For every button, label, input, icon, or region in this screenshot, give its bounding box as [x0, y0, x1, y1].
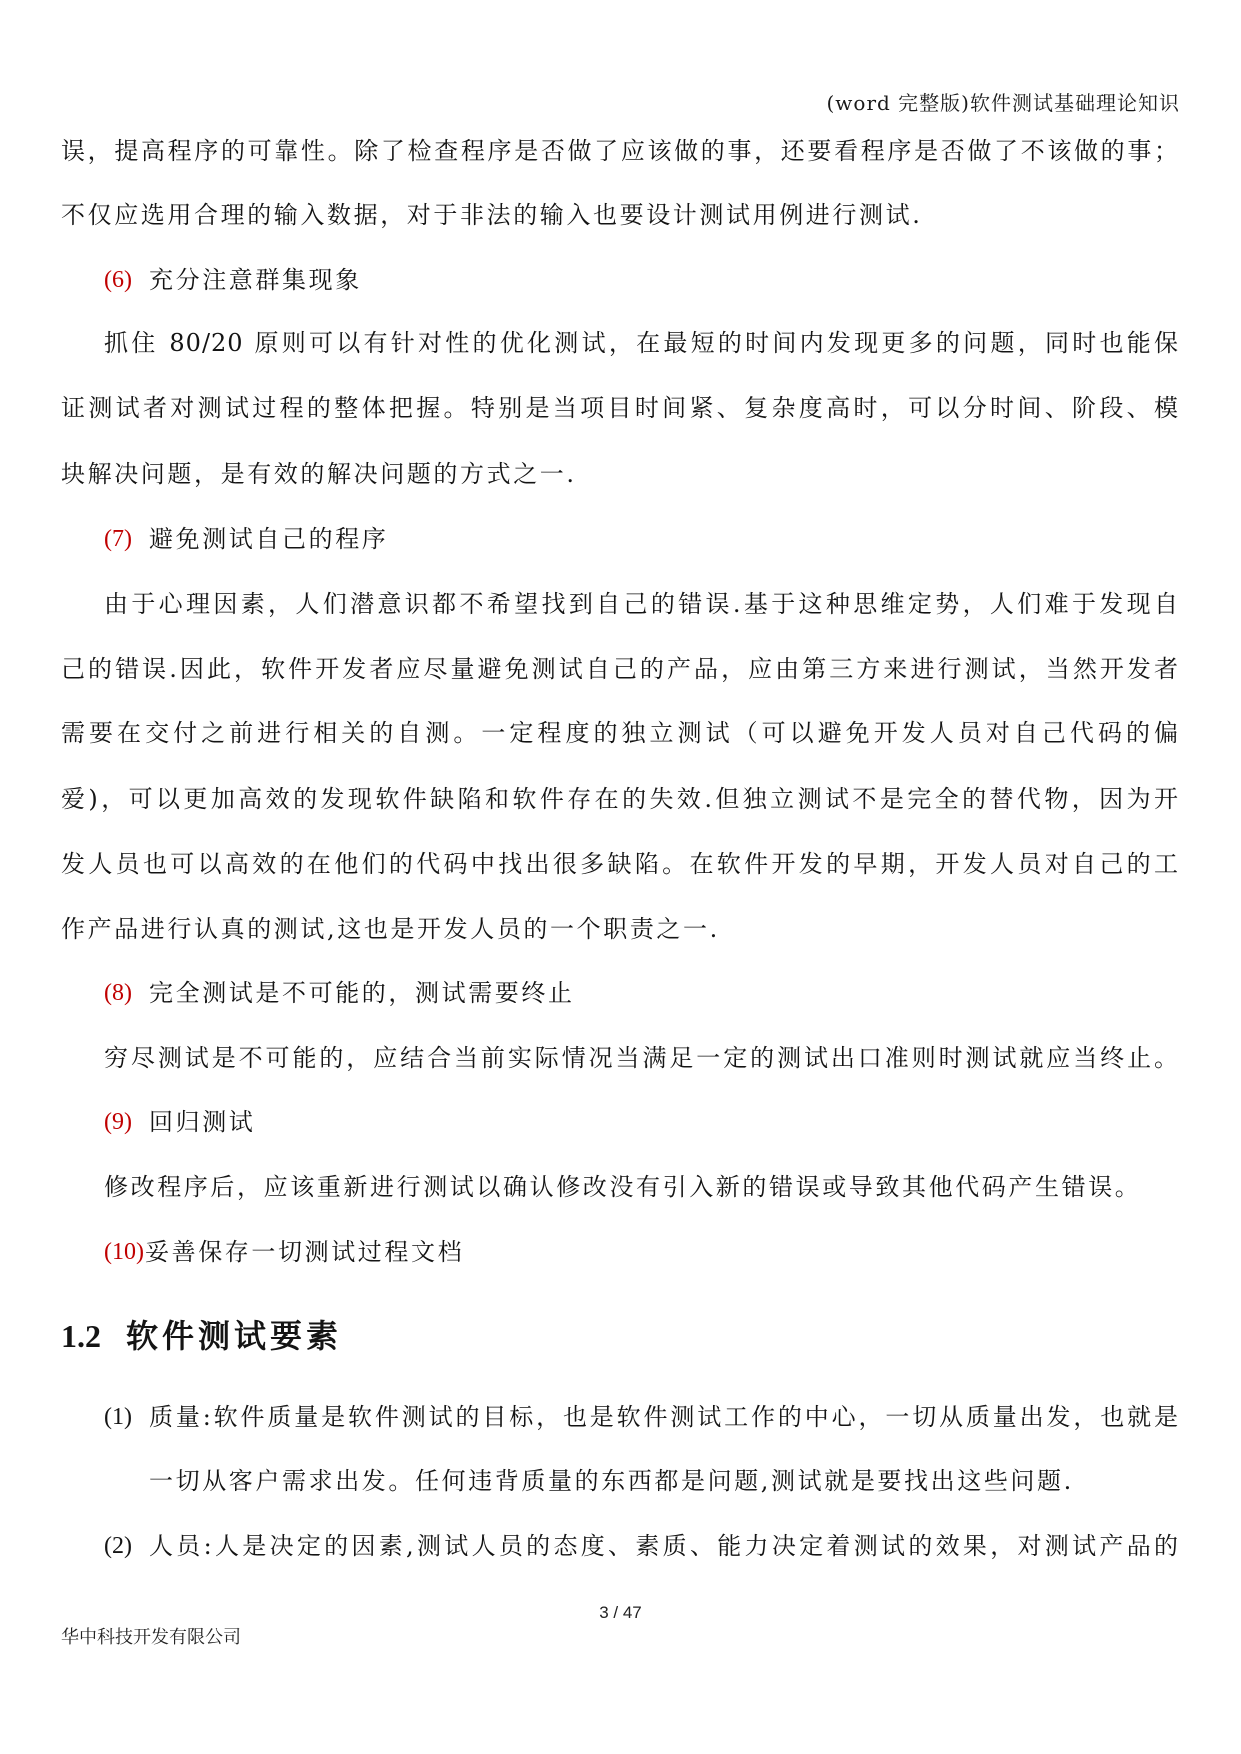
element-item-2 [0, 1529, 1241, 1563]
paragraph-line: 爱)，可以更加高效的发现软件缺陷和软件存在的失效.但独立测试不是完全的替代物，因为开 [61, 785, 1179, 813]
paragraph-line: 证测试者对测试过程的整体把握。特别是当项目时间紧、复杂度高时，可以分时间、阶段、模 [61, 394, 1179, 422]
principle-number: (8) [104, 980, 132, 1006]
element-text-continuation: 一切从客户需求出发。任何违背质量的东西都是问题,测试就是要找出这些问题. [149, 1467, 1074, 1495]
paragraph-line: 误，提高程序的可靠性。除了检查程序是否做了应该做的事，还要看程序是否做了不该做的事； [61, 137, 1179, 165]
principle-title: 避免测试自己的程序 [149, 525, 389, 553]
principle-heading-6 [0, 263, 1241, 297]
principle-number: (9) [104, 1109, 132, 1135]
principle-heading-7 [0, 522, 1241, 556]
paragraph-line: 发人员也可以高效的在他们的代码中找出很多缺陷。在软件开发的早期，开发人员对自己的工 [61, 850, 1179, 878]
paragraph-line: 块解决问题，是有效的解决问题的方式之一. [61, 460, 577, 488]
paragraph-line: 修改程序后，应该重新进行测试以确认修改没有引入新的错误或导致其他代码产生错误。 [104, 1173, 1142, 1201]
section-heading [61, 1314, 1179, 1358]
element-text: 人员:人是决定的因素,测试人员的态度、素质、能力决定着测试的效果，对测试产品的 [149, 1532, 1179, 1560]
element-number: (2) [104, 1533, 132, 1559]
principle-heading-8 [0, 976, 1241, 1010]
principle-title: 回归测试 [149, 1108, 256, 1136]
running-header-title: (word 完整版)软件测试基础理论知识 [826, 91, 1180, 115]
principle-heading-10 [0, 1235, 1241, 1269]
principle-title: 充分注意群集现象 [149, 266, 362, 294]
paragraph-line: 需要在交付之前进行相关的自测。一定程度的独立测试（可以避免开发人员对自己代码的偏 [61, 719, 1179, 747]
principle-number: (7) [104, 526, 132, 552]
principle-title: 妥善保存一切测试过程文档 [145, 1238, 465, 1266]
paragraph-line: 由于心理因素，人们潜意识都不希望找到自己的错误.基于这种思维定势，人们难于发现自 [104, 590, 1179, 618]
footer-company-name: 华中科技开发有限公司 [61, 1627, 241, 1648]
section-title: 软件测试要素 [126, 1317, 343, 1355]
principle-number: (6) [104, 267, 132, 293]
principle-title: 完全测试是不可能的，测试需要终止 [149, 979, 575, 1007]
paragraph-line: 作产品进行认真的测试,这也是开发人员的一个职责之一. [61, 915, 720, 943]
element-text: 质量:软件质量是软件测试的目标，也是软件测试工作的中心，一切从质量出发，也就是 [149, 1403, 1179, 1431]
element-item-1 [0, 1400, 1241, 1434]
page-number: 3 / 47 [599, 1603, 642, 1622]
element-number: (1) [104, 1404, 132, 1430]
paragraph-line: 穷尽测试是不可能的，应结合当前实际情况当满足一定的测试出口准则时测试就应当终止。 [104, 1044, 1179, 1072]
paragraph-line: 抓住 80/20 原则可以有针对性的优化测试，在最短的时间内发现更多的问题，同时也能保 [104, 329, 1179, 357]
section-number: 1.2 [61, 1318, 101, 1354]
paragraph-line: 己的错误.因此，软件开发者应尽量避免测试自己的产品，应由第三方来进行测试，当然开发者 [61, 655, 1179, 683]
paragraph-line: 不仅应选用合理的输入数据，对于非法的输入也要设计测试用例进行测试. [61, 201, 923, 229]
principle-number: (10) [104, 1239, 144, 1265]
principle-heading-9 [0, 1105, 1241, 1139]
